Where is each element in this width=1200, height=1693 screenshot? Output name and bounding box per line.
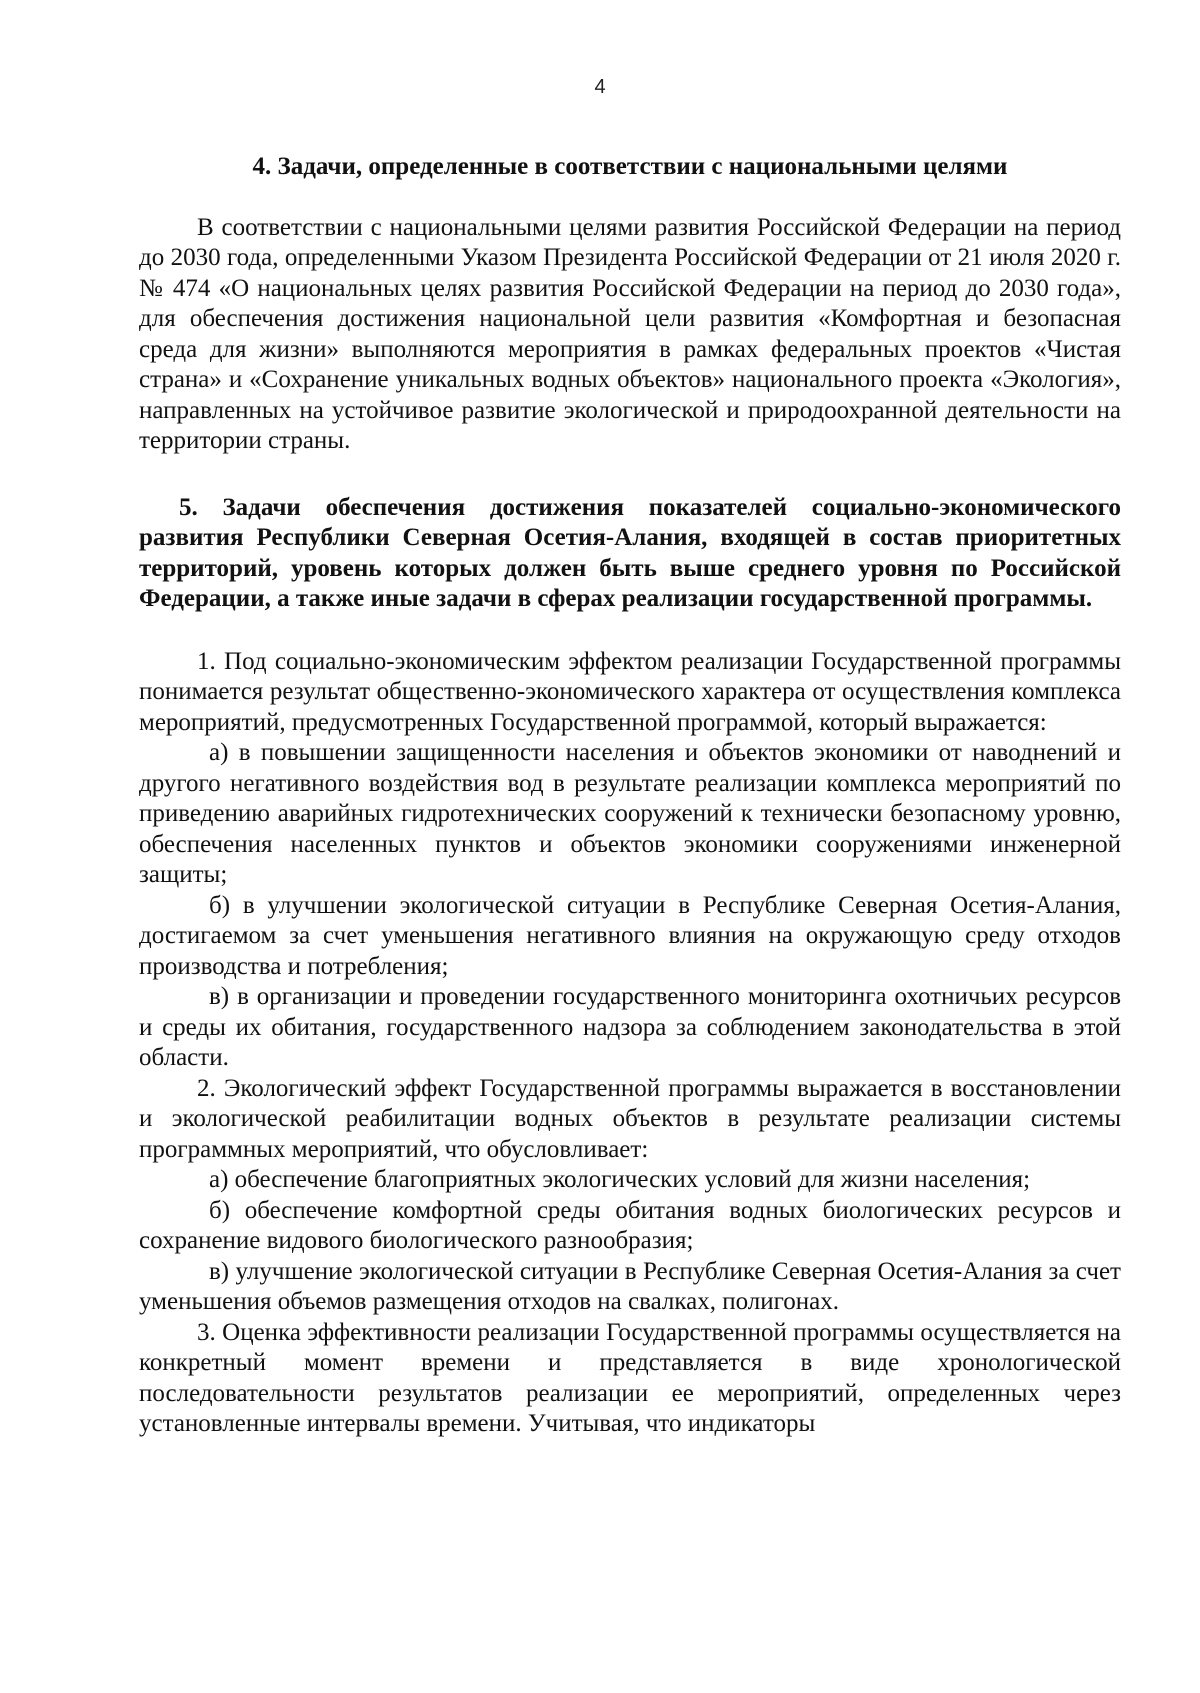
paragraph-2: 2. Экологический эффект Государственной программы выражается в восстановлении и экологической реабилитации водных объектов в результате реализации системы программных мероприятий, что обусловливает:	[139, 1074, 1121, 1163]
paragraph-1a: а) в повышении защищенности населения и объектов экономики от наводнений и другого негативного воздействия вод в результате реализации комплекса мероприятий по приведению аварийных гидротехнических сооружений к технически безопасному уровню, обеспечения населенных пунктов и объектов экономики сооружениями инженерной защиты;	[139, 739, 1121, 888]
paragraph-1: 1. Под социально-экономическим эффектом реализации Государственной программы понимается результат общественно-экономического характера от осуществления комплекса мероприятий, предусмотренных Государственной программой, который выражается:	[139, 647, 1121, 736]
paragraph-3: 3. Оценка эффективности реализации Государственной программы осуществляется на конкретный момент времени и представляется в виде хронологической последовательности результатов реализации ее мероприятий, определенных через установленные интервалы времени. Учитывая, что индикаторы	[139, 1318, 1121, 1437]
paragraph-2a: а) обеспечение благоприятных экологических условий для жизни населения;	[209, 1166, 1031, 1193]
paragraph-2b: б) обеспечение комфортной среды обитания водных биологических ресурсов и сохранение видового биологического разнообразия;	[139, 1196, 1121, 1254]
paragraph-1v: в) в организации и проведении государственного мониторинга охотничьих ресурсов и среды их обитания, государственного надзора за соблюдением законодательства в этой области.	[139, 983, 1121, 1071]
section-4-heading: 4. Задачи, определенные в соответствии с национальными целями	[252, 153, 1008, 180]
section-5-heading: 5. Задачи обеспечения достижения показателей социально-экономического развития Республики Северная Осетия-Алания, входящей в состав приоритетных территорий, уровень которых должен быть выше среднего уровня по Российской Федерации, а также иные задачи в сферах реализации государственной программы.	[139, 493, 1121, 612]
paragraph-2v: в) улучшение экологической ситуации в Республике Северная Осетия-Алания за счет уменьшения объемов размещения отходов на свалках, полигонах.	[139, 1257, 1121, 1315]
paragraph-1b: б) в улучшении экологической ситуации в Республике Северная Осетия-Алания, достигаемом за счет уменьшения негативного влияния на окружающую среду отходов производства и потребления;	[139, 891, 1121, 980]
page-number: 4	[594, 76, 606, 98]
document-body	[139, 152, 1121, 1440]
section-4-paragraph: В соответствии с национальными целями развития Российской Федерации на период до 2030 года, определенными Указом Президента Российской Федерации от 21 июля 2020 г. № 474 «О национальных целях развития Российской Федерации на период до 2030 года», для обеспечения достижения национальной цели развития «Комфортная и безопасная среда для жизни» выполняются мероприятия в рамках федеральных проектов «Чистая страна» и «Сохранение уникальных водных объектов» национального проекта «Экология», направленных на устойчивое развитие экологической и природоохранной деятельности на территории страны.	[139, 213, 1121, 454]
